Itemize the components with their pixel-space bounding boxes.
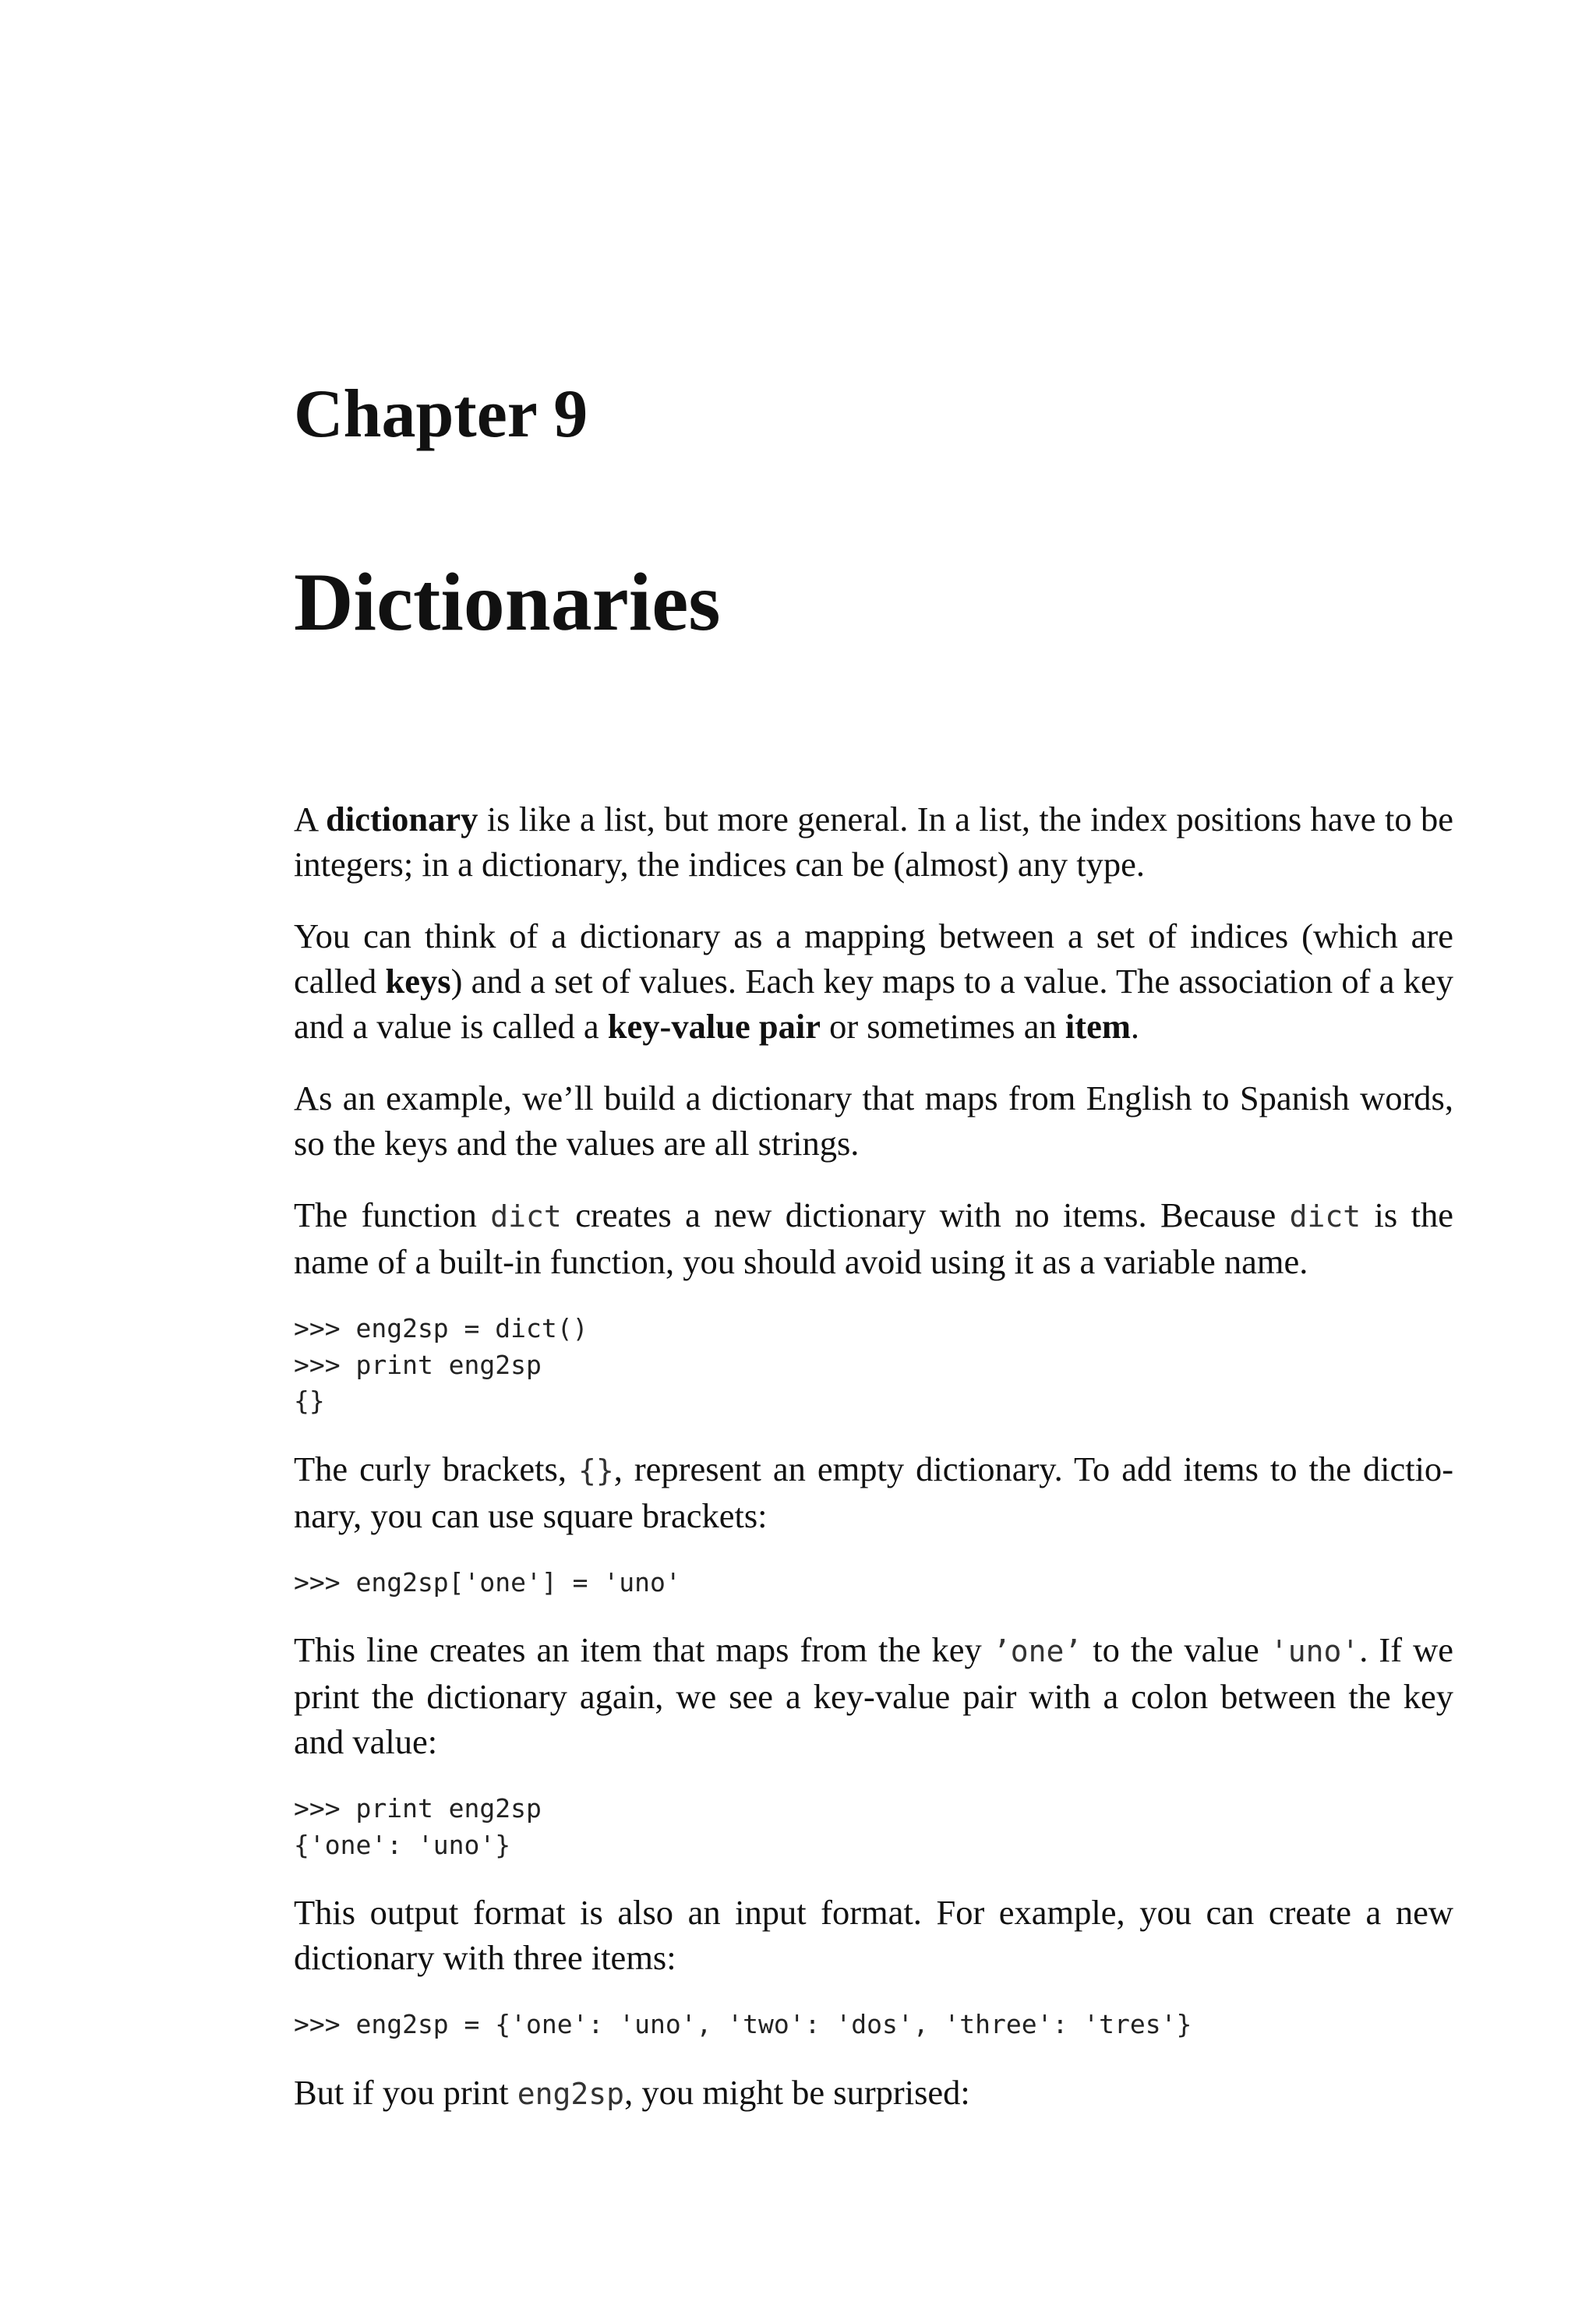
code-block	[294, 1791, 1453, 1863]
inline-code: dict	[1289, 1199, 1361, 1234]
inline-code: 'uno'	[1269, 1634, 1360, 1668]
term-item: item	[1065, 1007, 1131, 1046]
chapter-title: Dictionaries	[294, 556, 721, 648]
code-block	[294, 1565, 1453, 1601]
paragraph-curly-brackets: The curly brackets, {}, represent an empty dictionary. To add items to the dictionary, you can use square brackets:	[294, 1449, 1454, 1535]
code-line: {'one': 'uno'}	[294, 1829, 511, 1860]
code-line: >>> eng2sp = {'one': 'uno', 'two': 'dos', 'three': 'tres'}	[294, 2009, 1192, 2039]
code-line: >>> print eng2sp	[294, 1793, 542, 1824]
term-keys: keys	[385, 962, 451, 1001]
term-key-value-pair: key-value pair	[607, 1007, 821, 1046]
code-line: >>> eng2sp = dict()	[294, 1313, 588, 1343]
code-line: {}	[294, 1386, 325, 1416]
chapter-label: Chapter 9	[294, 376, 588, 452]
inline-code: ’one’	[992, 1634, 1082, 1668]
inline-code: eng2sp	[517, 2076, 625, 2111]
code-line: >>> eng2sp['one'] = 'uno'	[294, 1566, 681, 1598]
paragraph-surprised: But if you print eng2sp, you might be surprised:	[294, 2072, 970, 2112]
paragraph-example: As an example, we’ll build a dictionary that maps from English to Spanish words, so the keys and the values are all strings.	[294, 1079, 1453, 1163]
paragraph-dictionary-intro: A dictionary is like a list, but more general. In a list, the index positions have to be integers; in a dictionary, the indices can be (almost) any type.	[294, 800, 1454, 884]
code-block	[294, 2007, 1453, 2043]
term-dictionary: dictionary	[326, 800, 478, 839]
paragraph-input-format: This output format is also an input format. For example, you can create a new dictionary with three items:	[294, 1893, 1453, 1977]
inline-code: dict	[490, 1199, 562, 1234]
paragraph-mapping: You can think of a dictionary as a mapping between a set of indices (which are called keys) and a set of values. Each key maps to a value. The association of a key and a value is called a key-value pair or sometimes an item.	[294, 916, 1453, 1046]
paragraph-dict-function: The function dict creates a new dictionary with no items. Because dict is the name of a built-in function, you should avoid using it as a variable name.	[294, 1195, 1454, 1281]
code-block	[294, 1311, 1453, 1420]
chapter-body	[294, 796, 1453, 2143]
paragraph-item-created: This line creates an item that maps from the key ’one’ to the value 'uno'. If we print the dictionary again, we see a key-value pair with a colon between the key and value:	[294, 1630, 1453, 1761]
code-line: >>> print eng2sp	[294, 1349, 542, 1380]
inline-code: {}	[577, 1453, 614, 1488]
